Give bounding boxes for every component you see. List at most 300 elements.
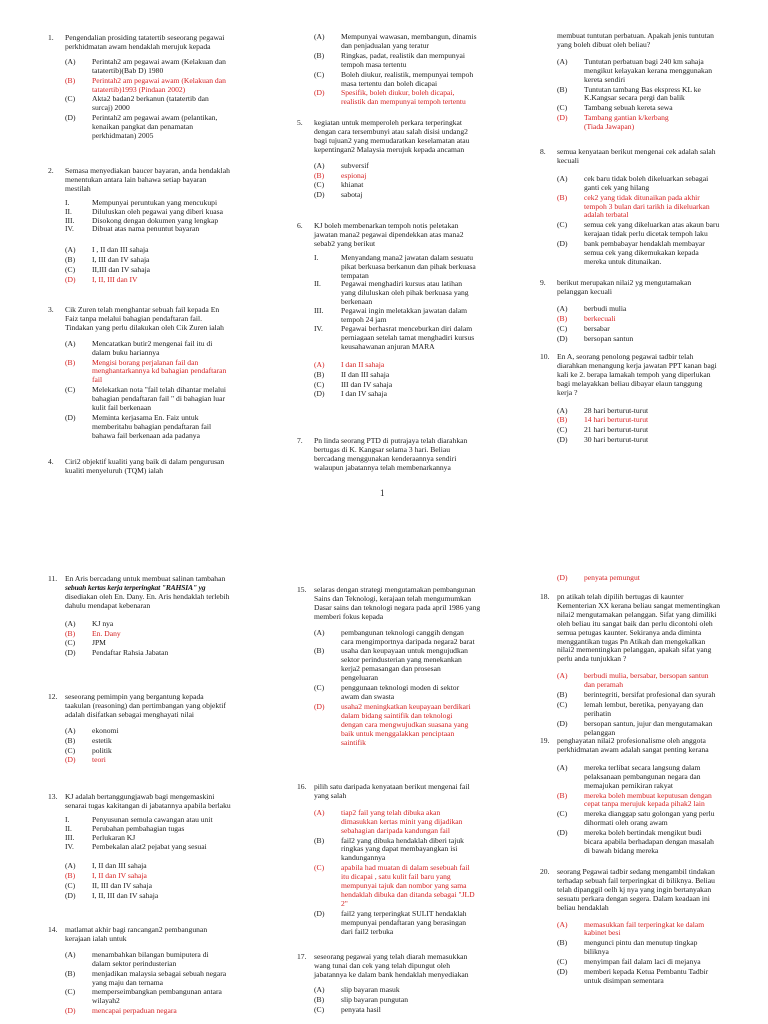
question-13 — [48, 793, 288, 901]
roman-item-list — [297, 254, 537, 352]
option-label: (B) — [65, 871, 76, 881]
option-label: (C) — [314, 863, 325, 873]
answer-option[interactable] — [48, 970, 288, 988]
answer-option[interactable] — [540, 86, 766, 104]
question-number: 2. — [48, 166, 54, 175]
statement-text: Pegawai berhasrat menceburkan diri dalam perniagaan setelah tamat menghadiri kursus keusahawanan anjuran MARA — [341, 323, 475, 351]
answer-option[interactable] — [48, 246, 288, 255]
question-number: 11. — [48, 574, 58, 583]
option-text: politik — [92, 745, 112, 755]
option-label: (A) — [65, 861, 76, 871]
option-list — [48, 58, 288, 141]
answer-option[interactable] — [297, 996, 537, 1005]
statement-text: Menyandang mana2 jawatan dalam sesuatu pikat berkuasa berkanun dan pihak berkuasa tempatan — [341, 252, 476, 280]
answer-option[interactable] — [297, 809, 537, 836]
option-text: I, III dan IV sahaja — [92, 255, 150, 265]
question-18 — [540, 593, 766, 738]
answer-option[interactable] — [48, 882, 288, 891]
option-text: espionaj — [341, 170, 367, 180]
question-stem: KJ adalah bertanggungjawab bagi mengemaskini senarai tugas kakitangan di jabatannya apabila berlaku — [65, 792, 231, 810]
question-17-continued — [540, 573, 766, 583]
statement-item — [48, 825, 288, 834]
option-label: (D) — [557, 718, 568, 728]
option-label: (B) — [65, 628, 76, 638]
question-stem: Ciri2 objektif kualiti yang baik di dalam pengurusan kualiti menyeluruh (TQM) ialah — [65, 457, 225, 475]
answer-option[interactable] — [540, 104, 766, 113]
answer-option[interactable] — [540, 305, 766, 314]
option-label: (D) — [557, 828, 568, 838]
roman-numeral: III. — [65, 832, 75, 842]
question-2 — [48, 167, 288, 285]
answer-option[interactable] — [540, 720, 766, 738]
option-label: (D) — [557, 967, 568, 977]
question-number: 6. — [297, 221, 303, 230]
option-label: (C) — [65, 745, 76, 755]
option-label: (B) — [314, 994, 325, 1004]
option-text: KJ nya — [92, 618, 114, 628]
answer-option[interactable] — [540, 574, 766, 583]
question-9 — [540, 279, 766, 343]
option-label: (D) — [314, 88, 325, 98]
option-text: berintegriti, bersifat profesional dan syurah — [584, 690, 716, 700]
answer-option[interactable] — [540, 810, 766, 828]
answer-option[interactable] — [297, 71, 537, 89]
option-list — [48, 951, 288, 1016]
statement-text: Pegawai menghadiri kursus atau latihan yang diluluskan oleh pihak berkuasa yang berkenaan — [341, 279, 469, 307]
question-number: 9. — [540, 278, 546, 287]
answer-option[interactable] — [540, 335, 766, 344]
answer-option[interactable] — [540, 58, 766, 85]
roman-numeral: IV. — [65, 224, 74, 234]
option-list — [297, 809, 537, 937]
answer-option[interactable] — [48, 77, 288, 95]
question-19 — [540, 737, 766, 856]
question-stem: Semasa menyediakan baucer bayaran, anda hendaklah menentukan antara lain bahawa setiap bayaran mestilah — [65, 166, 230, 193]
option-label: (D) — [65, 1006, 76, 1016]
answer-option[interactable] — [48, 266, 288, 275]
option-text: slip bayaran masuk — [341, 984, 400, 994]
question-4 — [48, 458, 288, 476]
option-text: penyata pemungut — [584, 573, 640, 582]
question-14 — [48, 926, 288, 1016]
option-text: 30 hari berturut-turut — [584, 435, 649, 445]
question-15 — [297, 586, 537, 747]
option-list — [540, 574, 766, 583]
answer-option[interactable] — [48, 620, 288, 629]
option-text: Perintah2 am pegawai awam (Kelakuan dan tatatertib)1993 (Pindaan 2002) — [92, 75, 226, 94]
answer-option[interactable] — [540, 921, 766, 939]
question-7-continued — [540, 32, 766, 132]
option-text: usaha2 meningkatkan keupayaan berdikari dalam bidang saintifik dan teknologi dengan cara mengwujudkan suasana yang baik untuk menggalakkan penciptaan saintifik — [341, 701, 471, 747]
question-10 — [540, 353, 766, 445]
option-label: (D) — [557, 573, 568, 582]
option-label: (B) — [65, 357, 76, 367]
answer-option[interactable] — [48, 359, 288, 386]
answer-option[interactable] — [297, 837, 537, 864]
question-stem-continued: membuat tuntutan perbatuan. Apakah jenis tuntutan yang boleh dibuat oleh beliau? — [557, 31, 714, 49]
statement-text: Perubahan pembahagian tugas — [92, 823, 185, 833]
option-text: mereka dianggap satu golongan yang perlu dihormati oleh orang awam — [584, 809, 715, 828]
question-number: 16. — [297, 782, 307, 791]
option-label: (A) — [65, 245, 76, 255]
option-label: (A) — [314, 807, 325, 817]
option-text: menambahkan bilangan bumiputera di dalam sektor perindusterian — [92, 949, 209, 968]
option-label: (D) — [314, 389, 325, 399]
option-text: mencapai perpaduan negara — [92, 1006, 177, 1016]
option-list — [540, 764, 766, 856]
option-text: Mencatatkan butir2 mengenai fail itu di dalam buku hariannya — [92, 338, 213, 357]
option-text: cek2 yang tidak ditunaikan pada akhir tempoh 3 bulan dari tarikh ia dikeluarkan adalah terbatal — [584, 192, 710, 220]
roman-item-list — [48, 199, 288, 235]
option-label: (B) — [65, 255, 76, 265]
option-label: (B) — [557, 313, 568, 323]
option-list — [297, 361, 537, 400]
answer-option[interactable] — [297, 162, 537, 171]
statement-text: Pegawai ingin meletakkan jawatan dalam tempoh 24 jam — [341, 306, 468, 325]
option-label: (A) — [314, 160, 325, 170]
answer-option[interactable] — [48, 639, 288, 648]
answer-option[interactable] — [540, 958, 766, 967]
option-list — [297, 33, 537, 107]
answer-option[interactable] — [48, 892, 288, 901]
option-label: (C) — [65, 265, 76, 275]
option-text: Boleh diukur, realistik, mempunyai tempoh masa tertentu dan boleh dicapai — [341, 69, 474, 88]
option-list — [48, 727, 288, 766]
option-label: (B) — [314, 50, 325, 60]
question-3 — [48, 306, 288, 441]
answer-option[interactable] — [540, 672, 766, 690]
answer-option[interactable] — [297, 1006, 537, 1015]
option-text: berbudi mulia — [584, 303, 627, 313]
option-text: Perintah2 am pegawai awam (pelantikan, kenaikan pangkat dan penamatan perkhidmatan) 2005 — [92, 113, 218, 141]
answer-option[interactable] — [297, 390, 537, 399]
answer-option[interactable] — [48, 872, 288, 881]
answer-option[interactable] — [540, 194, 766, 221]
question-stem: semua kenyataan berikut mengenai cek adalah salah kecuali — [557, 147, 716, 165]
option-label: (C) — [65, 881, 76, 891]
question-stem: penghayatan nilai2 profesionalisme oleh anggota perkhidmatan awam adalah sangat penting kerana — [557, 736, 709, 754]
option-text: I, II, III dan IV — [92, 275, 138, 285]
stem-line: disediakan oleh En. Dany. En. Aris hendaklah terlebih dahulu mendapat kebenaran — [65, 591, 230, 610]
answer-option[interactable] — [540, 175, 766, 193]
question-stem: selaras dengan strategi mengutamakan pembangunan Sains dan Teknologi, kerajaan telah mengumumkan Dasar sains dan teknologi negara pada april 1986 yang memberi fokus kepada — [314, 585, 481, 621]
option-text: khianat — [341, 180, 364, 190]
statement-item — [297, 280, 537, 307]
question-16 — [297, 783, 537, 937]
option-text: Perintah2 am pegawai awam (Kelakuan dan tatatertib)(Bab D) 1980 — [92, 56, 226, 75]
option-text: bank pembabayar hendaklah membayar semua cek yang dikemukakan kepada mereka untuk ditunaikan. — [584, 239, 705, 266]
answer-option[interactable] — [297, 703, 537, 748]
answer-option[interactable] — [48, 114, 288, 141]
option-label: (D) — [557, 113, 568, 123]
roman-numeral: I. — [65, 197, 70, 207]
question-number: 15. — [297, 585, 307, 594]
option-label: (C) — [557, 220, 568, 230]
answer-option[interactable] — [297, 33, 537, 51]
roman-numeral: I. — [65, 814, 70, 824]
answer-option[interactable] — [48, 386, 288, 413]
answer-option[interactable] — [297, 52, 537, 70]
option-list — [48, 340, 288, 441]
question-number: 18. — [540, 592, 550, 601]
option-list — [48, 862, 288, 901]
answer-option[interactable] — [297, 381, 537, 390]
option-label: (B) — [557, 192, 568, 202]
option-text: Pendaftar Rahsia Jabatan — [92, 648, 169, 658]
option-text: menjadikan malaysia sebagai sebuah negara yang maju dan ternama — [92, 968, 227, 987]
answer-option[interactable] — [540, 829, 766, 856]
option-label: (A) — [65, 725, 76, 735]
option-text: estetik — [92, 735, 112, 745]
option-text: berkecuali — [584, 313, 616, 323]
question-12 — [48, 693, 288, 765]
answer-option[interactable] — [48, 256, 288, 265]
question-stem: matlamat akhir bagi rancangan2 pembangunan kerajaan ialah untuk — [65, 925, 208, 943]
option-text: Spesifik, boleh diukur, boleh dicapai, realistik dan mempunyai tempoh tertentu — [341, 88, 466, 107]
option-text: Akta2 badan2 berkanun (tatatertib dan surcaj) 2000 — [92, 94, 209, 113]
answer-option[interactable] — [297, 172, 537, 181]
answer-option[interactable] — [540, 939, 766, 957]
answer-option[interactable] — [540, 114, 766, 132]
option-label: (A) — [557, 919, 568, 929]
answer-option[interactable] — [48, 737, 288, 746]
option-text: usaha dan keupayaan untuk mengujudkan sektor perindusterian yang menekankan kerja2 pemasangan dan prosesan pengeluaran — [341, 646, 468, 683]
answer-option[interactable] — [297, 181, 537, 190]
answer-option[interactable] — [297, 371, 537, 380]
option-label: (A) — [557, 762, 568, 772]
option-list — [540, 305, 766, 344]
answer-option[interactable] — [48, 756, 288, 765]
option-label: (A) — [314, 359, 325, 369]
option-text: bersabar — [584, 323, 610, 333]
option-text: pembangunan teknologi canggih dengan cara mengimportnya daripada negara2 barat — [341, 627, 475, 646]
option-label: (A) — [65, 338, 76, 348]
roman-numeral: IV. — [65, 841, 74, 851]
option-label: (A) — [314, 32, 325, 41]
option-label: (B) — [65, 968, 76, 978]
option-text: II,III dan IV sahaja — [92, 265, 151, 275]
option-text: I, II, III dan IV sahaja — [92, 891, 159, 901]
option-text: memperseimbangkan pembangunan antara wilayah2 — [92, 987, 222, 1006]
question-number: 12. — [48, 692, 58, 701]
stem-line: En Aris bercadang untuk membuat salinan tambahan — [65, 574, 226, 583]
option-label: (B) — [65, 75, 76, 85]
option-list — [540, 672, 766, 737]
option-text: teori — [92, 755, 106, 765]
option-label: (C) — [314, 69, 325, 79]
option-label: (A) — [557, 56, 568, 66]
question-stem: seorang Pegawai tadbir sedang mengambil tindakan terhadap sebuah fail terperingkat di biliknya. Beliau telah dipanggil oelh kj nya yang ingin bertanyakan sesuatu perkara dengan segera. Dalam keadaan ini beliau hendaklah — [557, 867, 715, 912]
answer-option[interactable] — [540, 436, 766, 445]
stem-line-emphasis: sebuah kertas kerja terperingkat "RAHSIA" yg — [65, 582, 206, 592]
option-label: (B) — [314, 646, 325, 656]
option-label: (A) — [557, 405, 568, 415]
option-list — [297, 162, 537, 201]
option-text: I , II dan III sahaja — [92, 245, 149, 255]
option-text: fail2 yang dibuka hendaklah diberi tajuk ringkas yang dapat membayangkan isi kandungannya — [341, 835, 464, 863]
option-text: Mengisi borang perjalanan fail dan menghantarkannya kd bahagian pendaftaran fail — [92, 357, 227, 385]
option-list — [540, 58, 766, 132]
statement-text: Diluluskan oleh pegawai yang diberi kuasa — [92, 206, 223, 216]
option-label: (C) — [314, 379, 325, 389]
option-text: fail2 yang terperingkat SULIT hendaklah mempunyai pendaftaran yang berasingan dari fail2 terbuka — [341, 908, 467, 936]
answer-option[interactable] — [48, 1007, 288, 1016]
option-text: berbudi mulia, bersabar, bersopan santun dan peramah — [584, 671, 709, 690]
option-text: cek baru tidak boleh dikeluarkan sebagai ganti cek yang hilang — [584, 173, 709, 192]
answer-option[interactable] — [48, 988, 288, 1006]
answer-option[interactable] — [48, 727, 288, 736]
option-label: (C) — [314, 683, 325, 693]
option-label: (C) — [557, 103, 568, 113]
option-text: sabotaj — [341, 190, 363, 200]
answer-option[interactable] — [297, 684, 537, 702]
option-text: mereka boleh bertindak mengikut budi bicara apabila berhadapan dengan masalah di bawah bidang mereka — [584, 828, 714, 855]
roman-numeral: II. — [65, 823, 72, 833]
option-text: I, II dan IV sahaja — [92, 871, 147, 881]
answer-option[interactable] — [48, 95, 288, 113]
question-number: 14. — [48, 925, 58, 934]
answer-option[interactable] — [297, 864, 537, 909]
answer-option[interactable] — [48, 951, 288, 969]
option-text: bersopan santun — [584, 333, 634, 343]
option-text: slip bayaran pungutan — [341, 994, 409, 1004]
option-text: JPM — [92, 638, 106, 648]
option-text: I, II dan III sahaja — [92, 861, 147, 871]
statement-text: Dibuat atas nama penuntut bayaran — [92, 224, 200, 234]
option-label: (A) — [314, 984, 325, 994]
option-label: (D) — [65, 275, 76, 285]
option-label: (B) — [314, 170, 325, 180]
question-5 — [297, 119, 537, 200]
answer-option[interactable] — [540, 701, 766, 719]
statement-text: Perlukaran KJ — [92, 832, 136, 842]
statement-text: Penyusunan semula cawangan atau unit — [92, 814, 213, 824]
option-label: (B) — [65, 735, 76, 745]
question-stem: berikut merupakan nilai2 yg mengutamakan pelanggan kecuali — [557, 278, 692, 296]
option-text: III dan IV sahaja — [341, 379, 393, 389]
option-text: Mempunyai wawasan, membangun, dinamis dan penjadualan yang teratur — [341, 32, 477, 50]
option-label: (C) — [557, 809, 568, 819]
answer-option[interactable] — [297, 361, 537, 370]
question-1 — [48, 34, 288, 141]
option-list — [540, 407, 766, 446]
option-text: 28 hari berturut-turut — [584, 405, 649, 415]
option-text: Ringkas, padat, realistik dan mempunyai tempoh masa tertentu — [341, 50, 466, 69]
statement-text: Pembekalan alat2 pejabat yang sesuai — [92, 841, 207, 851]
answer-option[interactable] — [540, 691, 766, 700]
question-number: 20. — [540, 867, 550, 876]
answer-option[interactable] — [48, 340, 288, 358]
option-text: mereka boleh membuat keputusan dengan cepat tanpa merujuk kepada pihak2 lain — [584, 790, 712, 809]
answer-option[interactable] — [48, 58, 288, 76]
question-7 — [297, 437, 537, 473]
option-text: Tuntutan perbatuan bagi 240 km sahaja mengikut kelayakan kerana menggunakan kereta sendiri — [584, 56, 712, 84]
option-text: bersopan santun, jujur dan mengutamakan pelanggan — [584, 718, 713, 737]
option-text: Meminta kerjasama En. Faiz untuk memberitahu bahagian pendaftaran fail bahawa fail berkenaan ada padanya — [92, 412, 212, 440]
answer-option[interactable] — [540, 764, 766, 791]
question-stem: kegiatan untuk memperoleh perkara terperingkat dengan cara tersembunyi atau salah disisi undang2 bagi tujuan2 yang memudaratkan keselamatan atau kepentingan2 Malaysia merujuk kepada ancaman — [314, 118, 470, 154]
answer-option[interactable] — [540, 426, 766, 435]
roman-numeral: III. — [314, 306, 324, 316]
option-label: (B) — [557, 84, 568, 94]
answer-option[interactable] — [48, 747, 288, 756]
option-text: ekonomi — [92, 725, 119, 735]
answer-option[interactable] — [48, 414, 288, 441]
option-label: (B) — [557, 690, 568, 700]
option-label: (D) — [65, 755, 76, 765]
answer-option[interactable] — [540, 315, 766, 324]
question-number: 3. — [48, 305, 54, 314]
answer-option[interactable] — [297, 629, 537, 647]
question-number: 1. — [48, 33, 54, 42]
answer-option[interactable] — [540, 240, 766, 267]
option-label: (C) — [557, 957, 568, 967]
answer-option[interactable] — [297, 910, 537, 937]
option-label: (C) — [557, 323, 568, 333]
statement-item — [297, 307, 537, 325]
answer-option[interactable] — [297, 647, 537, 683]
statement-item — [48, 843, 288, 852]
roman-numeral: II. — [314, 279, 321, 289]
answer-option[interactable] — [540, 792, 766, 810]
question-number: 8. — [540, 147, 546, 156]
answer-option[interactable] — [297, 986, 537, 995]
answer-option[interactable] — [48, 649, 288, 658]
answer-option[interactable] — [297, 191, 537, 200]
question-4-options — [297, 32, 537, 107]
answer-option[interactable] — [540, 221, 766, 239]
option-text: En. Dany — [92, 628, 121, 638]
option-list — [48, 620, 288, 659]
option-label: (B) — [314, 369, 325, 379]
answer-option[interactable] — [48, 862, 288, 871]
answer-option[interactable] — [297, 89, 537, 107]
option-label: (A) — [557, 671, 568, 681]
option-text: Melekatkan nota "fail telah dihantar melalui bahagian pendaftaran fail " di bahagian luar kulit fail berkenaan — [92, 385, 227, 413]
question-number: 5. — [297, 118, 303, 127]
roman-numeral: IV. — [314, 323, 323, 333]
option-list — [48, 246, 288, 285]
question-stem: pn atikah telah dipilih bertugas di kaunter Kementerian XX kerana beliau sangat mementingkan nilai2 mengutamakan pelanggan. Sifat yang dimiliki oleh beliau itu sangat baik dan perlu dicontohi oleh semua petugas kaunter. Sekiranya anda diminta menggantikan tugas Pn Atikah dan mengekalkan nilai2 mementingkan pelanggan, apakah sifat yang perlu anda tunjukkan ? — [557, 592, 720, 664]
option-label: (D) — [557, 239, 568, 249]
option-label: (D) — [65, 113, 76, 123]
option-text: subversif — [341, 160, 369, 170]
answer-option[interactable] — [540, 416, 766, 425]
option-list — [540, 921, 766, 986]
option-label: (D) — [557, 435, 568, 445]
answer-option[interactable] — [48, 630, 288, 639]
option-label: (C) — [65, 94, 76, 104]
option-text: mengunci pintu dan menutup tingkap biliknya — [584, 938, 698, 957]
option-text: apabila had muatan di dalam sesebuah fail itu dicapai , satu kulit fail baru yang mempunyai tajuk dan nombor yang sama hendaklah dibuka dan ditanda sebagai "JLD 2" — [341, 863, 475, 908]
option-text: II dan III sahaja — [341, 369, 390, 379]
option-label: (A) — [65, 618, 76, 628]
statement-text: Mempunyai peruntukan yang mencukupi — [92, 197, 218, 207]
page-number: 1 — [380, 488, 385, 498]
question-17 — [297, 953, 537, 1014]
question-stem — [65, 575, 288, 611]
option-label: (C) — [65, 987, 76, 997]
question-11 — [48, 575, 288, 658]
option-text: Tambang sebuah kereta sewa — [584, 103, 673, 113]
answer-option[interactable] — [540, 325, 766, 334]
answer-option[interactable] — [540, 968, 766, 986]
question-8 — [540, 148, 766, 267]
answer-option[interactable] — [540, 407, 766, 416]
answer-option[interactable] — [48, 276, 288, 285]
option-text: mereka terlibat secara langsung dalam pelaksanaan pembangunan negara dan memajukan pemikiran rakyat — [584, 762, 701, 790]
roman-numeral: I. — [314, 252, 319, 262]
